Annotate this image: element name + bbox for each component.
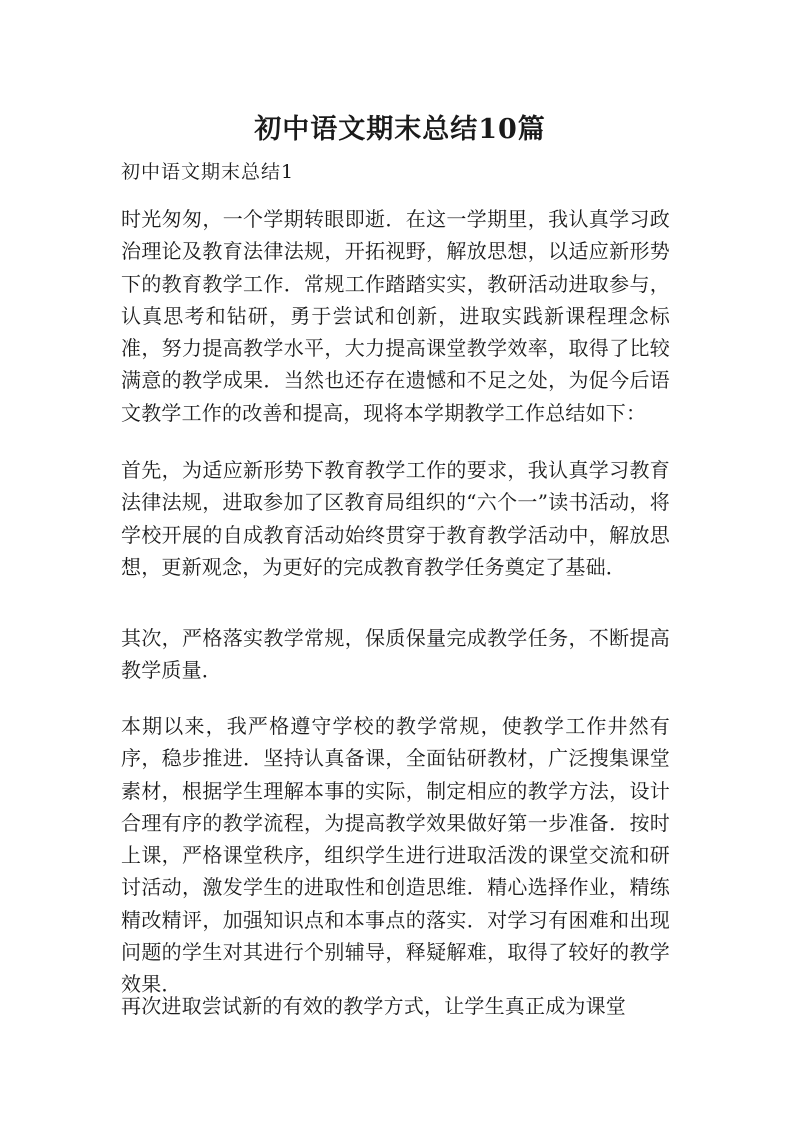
section-heading: 初中语文期末总结1 [121,161,295,183]
paragraph-5: 再次进取尝试新的有效的教学方式，让学生真正成为课堂 [121,994,626,1018]
paragraph-3: 其次，严格落实教学常规，保质保量完成教学任务，不断提高教学质量． [121,626,670,683]
paragraph-4: 本期以来，我严格遵守学校的教学常规，使教学工作井然有序，稳步推进．坚持认真备课，全面钻研教材，广泛搜集课堂素材，根据学生理解本事的实际，制定相应的教学方法，设计合理有序的教学流程，为提高教学效果做好第一步准备．按时上课，严格课堂秩序，组织学生进行进取活泼的课堂交流和研讨活动，激发学生的进取性和创造思维．精心选择作业，精练精改精评，加强知识点和本事点的落实．对学习有困难和出现问题的学生对其进行个别辅导，释疑解难，取得了较好的教学效果． [121,714,670,997]
paragraph-1: 时光匆匆，一个学期转眼即逝．在这一学期里，我认真学习政治理论及教育法律法规，开拓视野，解放思想，以适应新形势下的教育教学工作．常规工作踏踏实实，教研活动进取参与，认真思考和钻研，勇于尝试和创新，进取实践新课程理念标准，努力提高教学水平，大力提高课堂教学效率，取得了比较满意的教学成果．当然也还存在遗憾和不足之处，为促今后语文教学工作的改善和提高，现将本学期教学工作总结如下： [121,207,670,425]
document-title: 初中语文期末总结10篇 [254,114,546,145]
paragraph-2: 首先，为适应新形势下教育教学工作的要求，我认真学习教育法律法规，进取参加了区教育局组织的“六个一”读书活动，将学校开展的自成教育活动始终贯穿于教育教学活动中，解放思想，更新观念，为更好的完成教育教学任务奠定了基础． [121,458,670,579]
